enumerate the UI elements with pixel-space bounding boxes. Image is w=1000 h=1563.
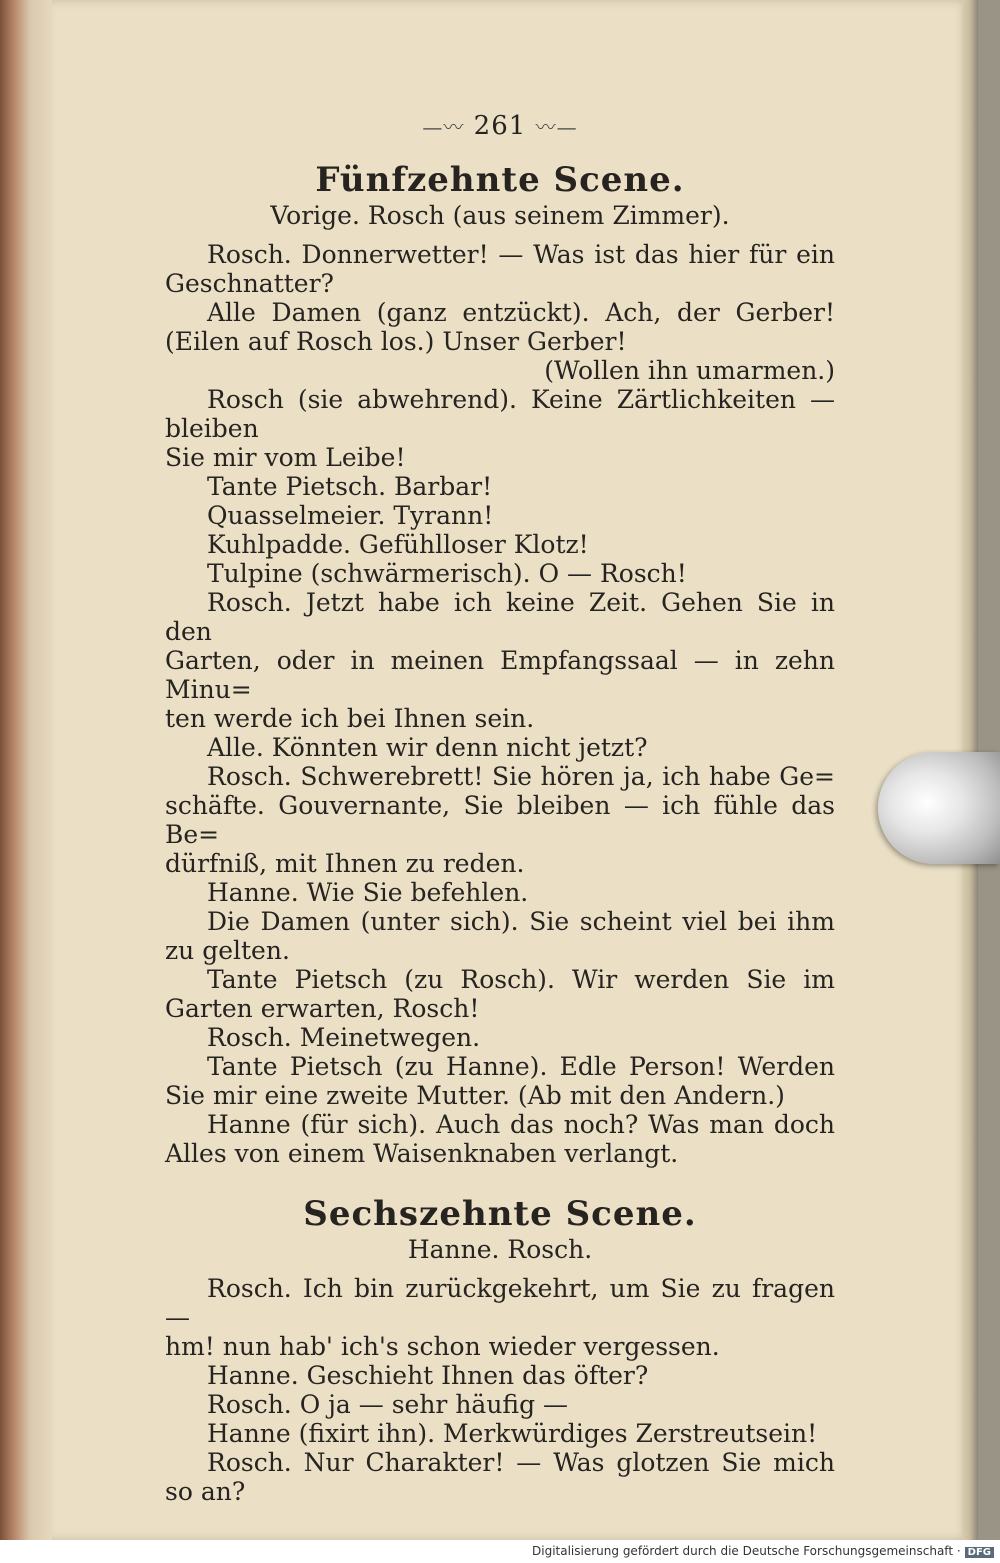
scene15-line: Rosch. Meinetwegen. bbox=[207, 1023, 481, 1052]
page-number: 261 bbox=[473, 111, 527, 141]
page-number-header bbox=[165, 112, 835, 142]
dfg-logo-icon: DFG bbox=[965, 1547, 994, 1558]
scene15-line: Alle. Könnten wir denn nicht jetzt? bbox=[207, 733, 648, 762]
page-clip bbox=[878, 752, 1000, 864]
scene15-line: Rosch. Donnerwetter! — Was ist das hier für ein bbox=[207, 240, 835, 269]
scene15-line: Tulpine (schwärmerisch). O — Rosch! bbox=[207, 559, 687, 588]
footer-credit-text: Digitalisierung gefördert durch die Deutsche Forschungsgemeinschaft · bbox=[532, 1544, 961, 1558]
left-page-edge bbox=[0, 0, 52, 1563]
scene16-line: Rosch. Ich bin zurückgekehrt, um Sie zu fragen — bbox=[165, 1274, 835, 1332]
scene16-line: hm! nun hab' ich's schon wieder vergessen. bbox=[165, 1332, 720, 1361]
scene16-line: so an? bbox=[165, 1477, 246, 1506]
scene15-line: zu gelten. bbox=[165, 936, 290, 965]
scene15-line: Rosch. Jetzt habe ich keine Zeit. Gehen Sie in den bbox=[165, 588, 835, 646]
footer-credit bbox=[532, 1544, 994, 1558]
scene15-line: dürfniß, mit Ihnen zu reden. bbox=[165, 849, 525, 878]
page-content bbox=[165, 112, 835, 1506]
scene15-line: (Wollen ihn umarmen.) bbox=[544, 356, 835, 385]
scene15-line: schäfte. Gouvernante, Sie bleiben — ich fühle das Be= bbox=[165, 791, 835, 849]
scene15-line: Quasselmeier. Tyrann! bbox=[207, 501, 494, 530]
scene16-line: Rosch. Nur Charakter! — Was glotzen Sie mich bbox=[207, 1448, 835, 1477]
scene-title-15: Fünfzehnte Scene. bbox=[315, 160, 685, 200]
ornament-left-icon: —〰 bbox=[422, 115, 465, 139]
scene15-line: Tante Pietsch (zu Rosch). Wir werden Sie im bbox=[207, 965, 835, 994]
scene-16-text bbox=[165, 1274, 835, 1506]
scene-15-text bbox=[165, 240, 835, 1168]
scene15-line: Rosch (sie abwehrend). Keine Zärtlichkeiten — bleiben bbox=[165, 385, 835, 443]
scene15-line: Garten, oder in meinen Empfangssaal — in zehn Minu= bbox=[165, 646, 835, 704]
scene15-line: Alles von einem Waisenknaben verlangt. bbox=[165, 1139, 679, 1168]
scene15-line: Kuhlpadde. Gefühlloser Klotz! bbox=[207, 530, 589, 559]
scene15-line: (Eilen auf Rosch los.) Unser Gerber! bbox=[165, 327, 627, 356]
scene15-line: Hanne (für sich). Auch das noch? Was man doch bbox=[207, 1110, 835, 1139]
scene-cast-16: Hanne. Rosch. bbox=[407, 1235, 593, 1264]
scene15-line: Geschnatter? bbox=[165, 269, 334, 298]
ornament-right-icon: 〰— bbox=[535, 115, 578, 139]
scene15-line: Hanne. Wie Sie befehlen. bbox=[207, 878, 529, 907]
scene15-line: ten werde ich bei Ihnen sein. bbox=[165, 704, 535, 733]
scene15-line: Sie mir eine zweite Mutter. (Ab mit den Andern.) bbox=[165, 1081, 785, 1110]
scene15-line: Alle Damen (ganz entzückt). Ach, der Gerber! bbox=[207, 298, 835, 327]
scene16-line: Hanne. Geschieht Ihnen das öfter? bbox=[207, 1361, 649, 1390]
scene-title-16: Sechszehnte Scene. bbox=[303, 1194, 697, 1234]
scene-cast-15: Vorige. Rosch (aus seinem Zimmer). bbox=[270, 201, 730, 230]
scene15-line: Tante Pietsch (zu Hanne). Edle Person! Werden bbox=[207, 1052, 835, 1081]
scene15-line: Die Damen (unter sich). Sie scheint viel bei ihm bbox=[207, 907, 835, 936]
scene16-line: Hanne (fixirt ihn). Merkwürdiges Zerstreutsein! bbox=[207, 1419, 818, 1448]
scene15-line: Rosch. Schwerebrett! Sie hören ja, ich habe Ge= bbox=[207, 762, 835, 791]
scene15-line: Sie mir vom Leibe! bbox=[165, 443, 406, 472]
scene16-line: Rosch. O ja — sehr häufig — bbox=[207, 1390, 569, 1419]
scene15-line: Tante Pietsch. Barbar! bbox=[207, 472, 493, 501]
scene15-line: Garten erwarten, Rosch! bbox=[165, 994, 480, 1023]
